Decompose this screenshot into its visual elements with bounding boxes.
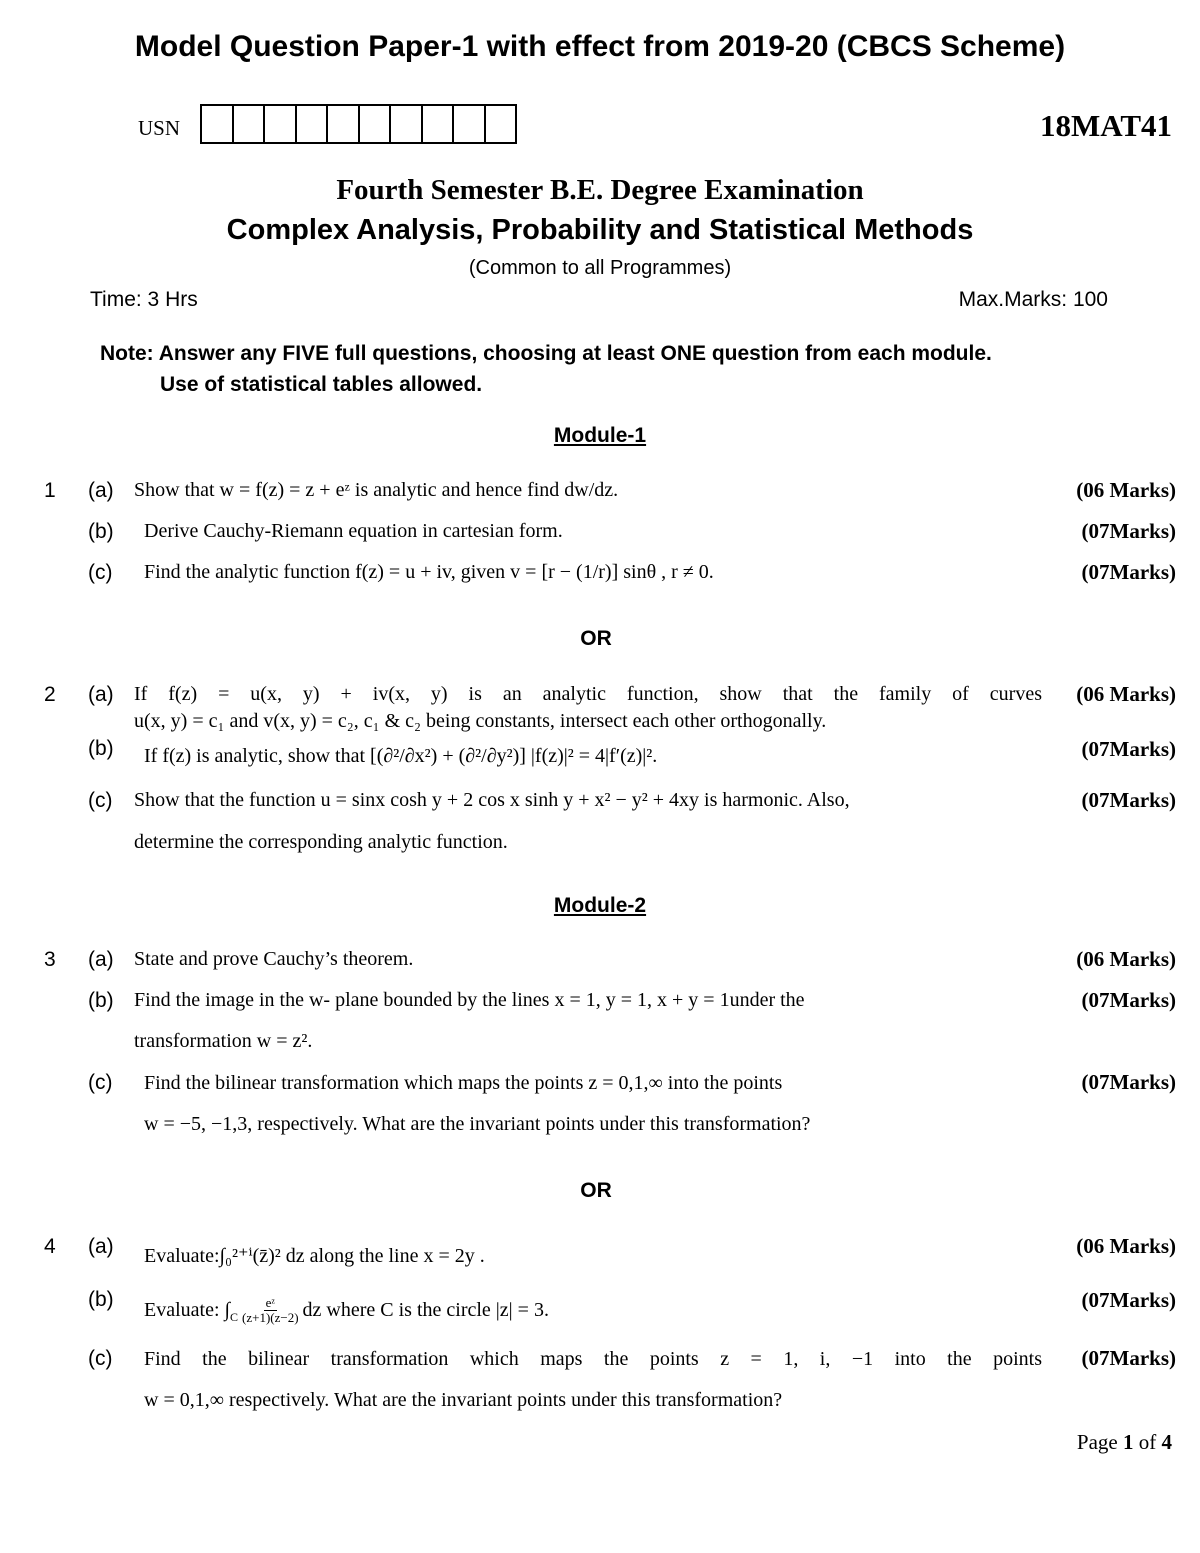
fraction-numerator: eᶻ	[265, 1295, 275, 1310]
question-text-continued: u(x, y) = c₁ and v(x, y) = c₂, c₁ & c₂ being constants, intersect each other orthogonally.	[134, 710, 827, 732]
question-text-continued: determine the corresponding analytic function.	[134, 831, 508, 853]
marks-label: (06 Marks)	[1076, 947, 1176, 971]
part-label: (a)	[88, 948, 114, 971]
question-text	[144, 1296, 549, 1325]
part-label: (c)	[88, 561, 113, 584]
question-text: If f(z) is analytic, show that [(∂²/∂x²) + (∂²/∂y²)] |f(z)|² = 4|f′(z)|².	[144, 745, 658, 767]
question-text: Find the bilinear transformation which maps the points z = 0,1,∞ into the points	[144, 1072, 783, 1094]
marks-label: (07Marks)	[1081, 1346, 1176, 1370]
instructions-line-1: Note: Answer any FIVE full questions, choosing at least ONE question from each module.	[100, 342, 992, 365]
total-pages: 4	[1161, 1430, 1172, 1454]
module-2-heading: Module-2	[553, 894, 647, 917]
subject-title: Complex Analysis, Probability and Statistical Methods	[226, 214, 974, 246]
part-label: (c)	[88, 1347, 113, 1370]
question-text: Find the bilinear transformation which maps the points z = 1, i, −1 into the points	[144, 1348, 1042, 1370]
usn-box	[484, 104, 518, 144]
common-note: (Common to all Programmes)	[468, 257, 732, 279]
marks-label: (07Marks)	[1081, 1288, 1176, 1312]
part-label: (b)	[88, 1288, 114, 1311]
usn-box	[358, 104, 392, 144]
question-text: State and prove Cauchy’s theorem.	[134, 948, 414, 970]
or-divider: OR	[580, 627, 612, 650]
part-label: (c)	[88, 789, 113, 812]
page-prefix: Page	[1076, 1430, 1123, 1454]
evaluate-prefix: Evaluate: ∫	[144, 1299, 230, 1321]
max-marks: Max.Marks: 100	[958, 288, 1108, 311]
contour-subscript: C	[230, 1310, 239, 1324]
current-page: 1	[1123, 1430, 1134, 1454]
usn-box	[326, 104, 360, 144]
marks-label: (07Marks)	[1081, 519, 1176, 543]
question-text: Show that the function u = sinx cosh y + 2 cos x sinh y + x² − y² + 4xy is harmonic. Also,	[134, 789, 850, 811]
fraction	[242, 1296, 299, 1325]
part-label: (a)	[88, 479, 114, 502]
usn-box	[232, 104, 266, 144]
course-code: 18MAT41	[1039, 108, 1172, 143]
marks-label: (07Marks)	[1081, 737, 1176, 761]
question-number: 3	[44, 948, 56, 971]
question-text: Find the image in the w- plane bounded by the lines x = 1, y = 1, x + y = 1under the	[134, 989, 805, 1011]
question-number: 4	[44, 1235, 56, 1258]
question-text: If f(z) = u(x, y) + iv(x, y) is an analytic function, show that the family of curves	[134, 683, 1042, 705]
marks-label: (06 Marks)	[1076, 478, 1176, 502]
paper-title: Model Question Paper-1 with effect from 2019-20 (CBCS Scheme)	[134, 30, 1066, 63]
usn-box	[452, 104, 486, 144]
part-label: (b)	[88, 520, 114, 543]
evaluate-prefix: Evaluate:	[144, 1245, 220, 1267]
marks-label: (07Marks)	[1081, 1070, 1176, 1094]
part-label: (b)	[88, 737, 114, 760]
question-number: 2	[44, 683, 56, 706]
marks-label: (06 Marks)	[1076, 682, 1176, 706]
usn-box	[421, 104, 455, 144]
page-of: of	[1133, 1430, 1162, 1454]
question-text: Find the analytic function f(z) = u + iv, given v = [r − (1/r)] sinθ , r ≠ 0.	[144, 561, 714, 583]
fraction-denominator: (z+1)(z−2)	[242, 1310, 299, 1325]
instructions-line-2: Use of statistical tables allowed.	[160, 373, 483, 396]
question-text	[144, 1243, 485, 1268]
marks-label: (07Marks)	[1081, 988, 1176, 1012]
usn-box	[295, 104, 329, 144]
question-text-continued: w = 0,1,∞ respectively. What are the invariant points under this transformation?	[144, 1389, 783, 1411]
usn-boxes	[202, 104, 517, 144]
module-1-heading: Module-1	[553, 424, 647, 447]
part-label: (c)	[88, 1071, 113, 1094]
page-number	[1077, 1430, 1172, 1455]
integrand-text: (z̄)² dz along the line x = 2y .	[252, 1245, 485, 1267]
question-text-continued: transformation w = z².	[134, 1030, 313, 1052]
usn-box	[389, 104, 423, 144]
usn-box	[263, 104, 297, 144]
usn-box	[200, 104, 234, 144]
exam-title: Fourth Semester B.E. Degree Examination	[336, 174, 864, 206]
question-text-continued: w = −5, −1,3, respectively. What are the invariant points under this transformation?	[144, 1113, 811, 1135]
question-number: 1	[44, 479, 56, 502]
usn-label: USN	[138, 116, 181, 140]
marks-label: (07Marks)	[1081, 560, 1176, 584]
part-label: (a)	[88, 683, 114, 706]
or-divider: OR	[580, 1179, 612, 1202]
time-allowed: Time: 3 Hrs	[90, 288, 198, 311]
definite-integral: ∫₀²⁺ⁱ	[219, 1245, 253, 1267]
part-label: (b)	[88, 989, 114, 1012]
question-text: Show that w = f(z) = z + eᶻ is analytic and hence find dw/dz.	[134, 479, 619, 501]
integrand-text: dz where C is the circle |z| = 3.	[302, 1299, 549, 1321]
marks-label: (06 Marks)	[1076, 1234, 1176, 1258]
marks-label: (07Marks)	[1081, 788, 1176, 812]
part-label: (a)	[88, 1235, 114, 1258]
question-text: Derive Cauchy-Riemann equation in cartesian form.	[144, 520, 563, 542]
